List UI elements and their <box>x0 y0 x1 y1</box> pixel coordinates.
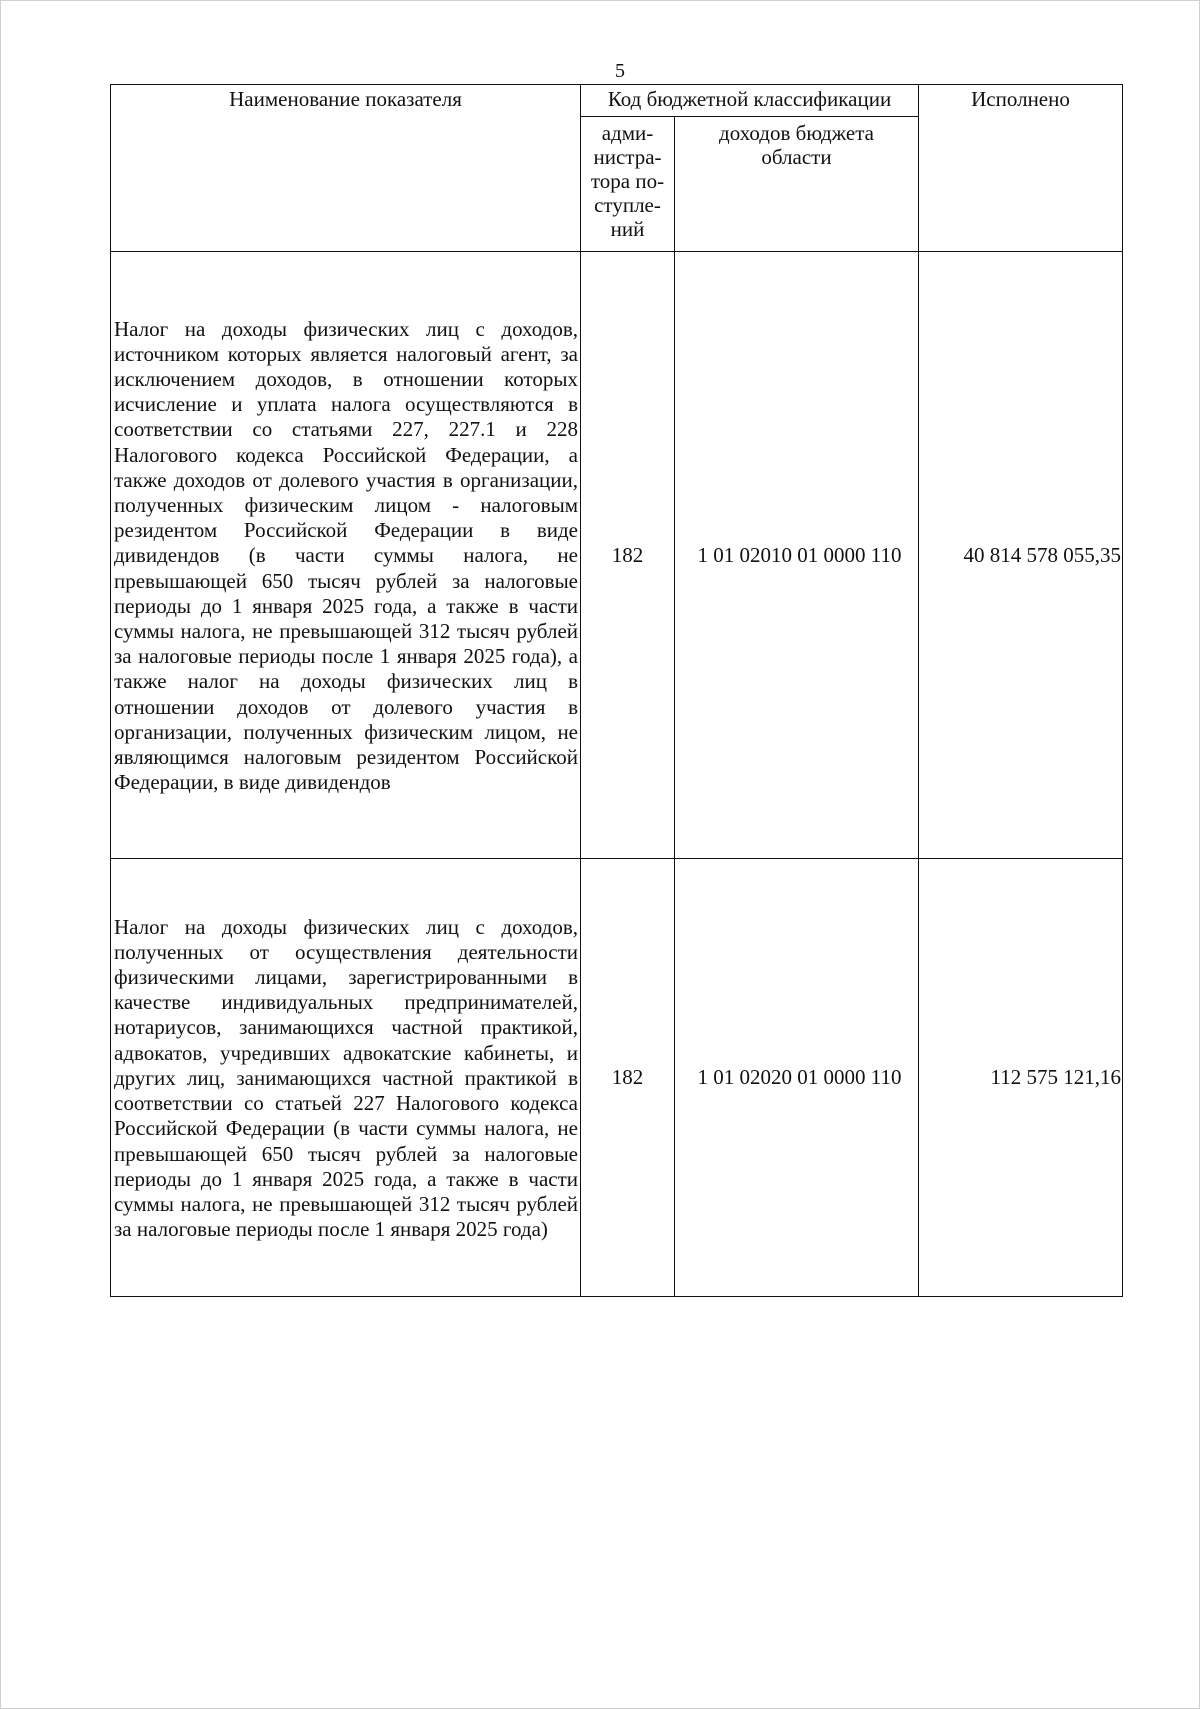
row-indicator-text: Налог на доходы физических лиц с доходов, полученных от осуществления деятельности физическими лицами, зарегистрированными в качестве индивидуальных предпринимателей, нотариусов, занимающихся частной практикой, адвокатов, учредивших адвокатские кабинеты, и других лиц, занимающихся частной практикой в соответствии со статьей 227 Налогового кодекса Российской Федерации (в части суммы налога, не превышающей 650 тысяч рублей за налоговые периоды до 1 января 2025 года, а также в части суммы налога, не превышающей 312 тысяч рублей за налоговые периоды после 1 января 2025 года) <box>114 914 578 1242</box>
header-budget-classification-code: Код бюджетной классификации <box>581 85 919 117</box>
row-executed-amount: 112 575 121,16 <box>919 859 1123 1297</box>
row-indicator-text: Налог на доходы физических лиц с доходов, источником которых является налоговый агент, за исключением доходов, в отношении которых исчисление и уплата налога осуществляются в соответствии со статьями 227, 227.1 и 228 Налогового кодекса Российской Федерации, а также доходов от долевого участия в организации, полученных физическим лицом - налоговым резидентом Российской Федерации в виде дивидендов (в части суммы налога, не превышающей 650 тысяч рублей за налоговые периоды до 1 января 2025 года, а также в части суммы налога, не превышающей 312 тысяч рублей за налоговые периоды после 1 января 2025 года), а также налог на доходы физических лиц в отношении доходов от долевого участия в организации, полученных физическим лицом, не являющимся налоговым резидентом Российской Федерации, в виде дивидендов <box>114 316 578 795</box>
row-indicator-name <box>111 859 581 1297</box>
budget-revenue-table <box>110 84 1123 1297</box>
header-executed: Исполнено <box>919 85 1123 252</box>
row-admin-code: 182 <box>581 859 675 1297</box>
header-revenue-administrator-label: адми-нистра-тора по-ступле-ний <box>590 121 665 241</box>
row-executed-amount: 40 814 578 055,35 <box>919 252 1123 859</box>
table-row <box>111 859 1123 1297</box>
header-regional-budget-revenue-label: доходов бюджета области <box>719 121 874 169</box>
row-admin-code: 182 <box>581 252 675 859</box>
row-kbk-code: 1 01 02010 01 0000 110 <box>675 252 919 859</box>
header-regional-budget-revenue <box>675 117 919 252</box>
header-row <box>111 85 1123 117</box>
table-row <box>111 252 1123 859</box>
header-revenue-administrator <box>581 117 675 252</box>
row-kbk-code: 1 01 02020 01 0000 110 <box>675 859 919 1297</box>
header-indicator-name: Наименование показателя <box>111 85 581 252</box>
row-indicator-name <box>111 252 581 859</box>
page-number: 5 <box>615 60 625 82</box>
